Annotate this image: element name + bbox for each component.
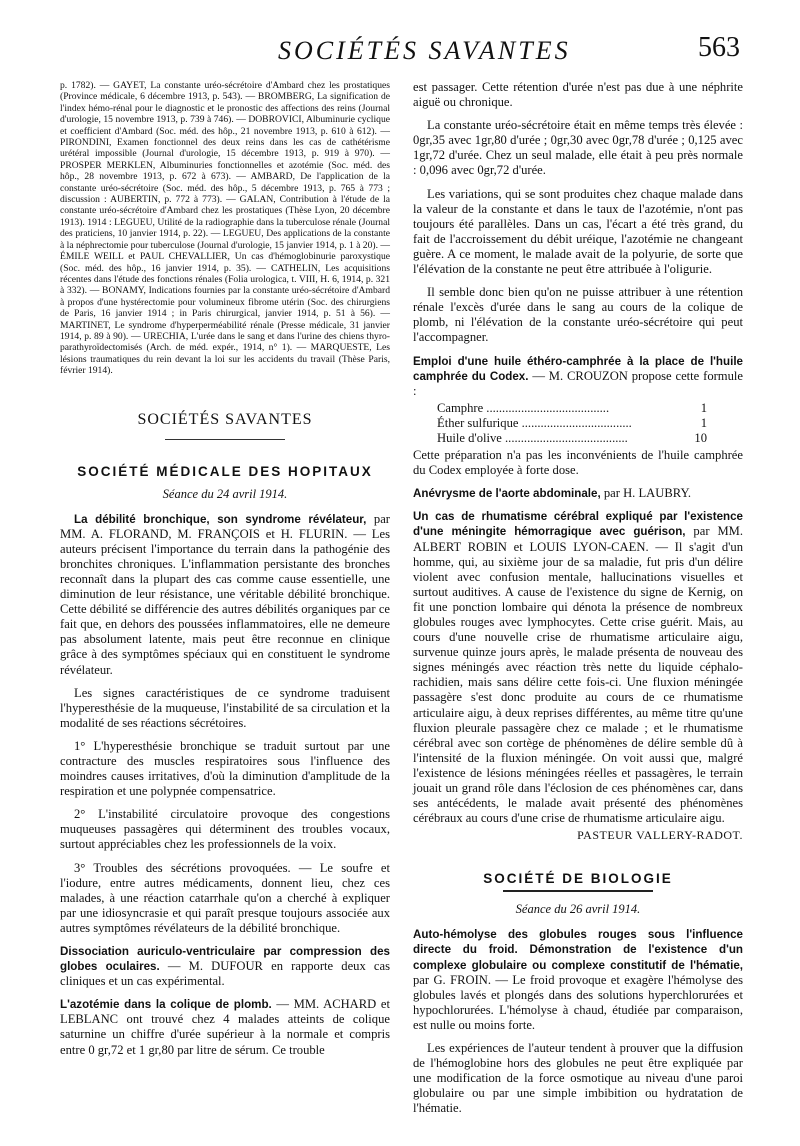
seance-date: Séance du 26 avril 1914. [515, 902, 641, 917]
formula-ingredient: Éther sulfurique ................................... [437, 415, 632, 430]
article-body: — M. CROUZON propose cette formule : [413, 368, 743, 398]
bibliography-references: p. 1782). — GAYET, La constante uréo-sécrétoire d'Ambard chez les prostatiques (Province médicale, 6 décembre 1913, p. 543). — BROMBERG, La signification de l'index hémo-rénal pour le diagnostic et le pronostic des affections des reins (Journal d'urologie, 15 novembre 1913, p. 739 à 746). — DOBROVICI, Albuminurie cyclique et coefficient d'Ambard (Soc. méd. des hôp., 21 novembre 1913, p. 610 à 612). — PIRONDINI, Examen fonctionnel des deux reins dans les cas de cathétérisme urétéral impossible (Journal d'urologie, 15 décembre 1913, p. 919 à 970). — PROSPER MERKLEN, Albuminuries fonctionnelles et azotémie (Soc. méd. des hôp., 28 novembre 1913, p. 672 à 673). — AMBARD, De l'application de la constante uréo-sécrétoire (Soc. méd. des hôp., 5 décembre 1913, p. 765 à 773 ; discussion : AUBERTIN, p. 772 à 773). — GALAN, Contribution à l'étude de la constante uréo-sécrétoire d'Ambard chez les prostatiques (Thèse Lyon, 20 décembre 1913). 1914 : LEGUEU, Utilité de la radiographie dans la tuberculose rénale (Journal des praticiens, 10 janvier 1914, p. 22). — LEGUEU, Des applications de la constante à la néphrectomie pour tuberculose (Journal d'urologie, 15 janvier 1914, p. 1 à 20). — ÉMILE WEILL et PAUL CHEVALLIER, Un cas d'hémoglobinurie paroxystique (Soc. méd. des hôp., 16 janvier 1914, p. 35). — CATHELIN, Les acquisitions récentes dans l'étude des fonctions rénales (Folia urologica, t. VIII, H. 6, 1914, p. 321 à 332). — BONAMY, Indications fournies par la constante uréo-sécrétoire d'Ambard à propos d'une hystérectomie pour volumineux fibrome utérin (Soc. des chirurgiens de Paris, 16 janvier 1914 ; in Paris chirurgical, janvier 1914, p. 51 à 56). — MARTINET, Le syndrome d'hyperperméabilité rénale (Presse médicale, 31 janvier 1914, p. 89 à 90). — URECHIA, L'urée dans le sang et dans l'urine des chiens thyro-parathyroïdectomisés (Arch. de méd. expér., 1914, n° 1). — MARQUESTE, Les lésions traumatiques du rein devant la loi sur les accidents du travail (Thèse Paris, février 1914). [60, 80, 390, 377]
article-title: Un cas de rhumatisme cérébral expliqué par l'existence d'une méningite hémorragique avec guérison, [413, 510, 743, 539]
article-title: Dissociation auriculo-ventriculaire par compression des globes oculaires. [60, 945, 390, 974]
article-debilite-bronchique [60, 512, 390, 678]
article-body: par H. LAUBRY. [600, 486, 692, 501]
article-body: par MM. ALBERT ROBIN et LOUIS LYON-CAEN. — Il s'agit d'un homme, qui, au sixième jour de sa maladie, fut pris d'un délire violent avec confusion mentale, hallucinations visuelles et surtout auditives. A cause de l'existence du signe de Kernig, on fit une ponction lombaire qui dénota la présence de nombreux globules rouges avec lymphocytes. Cette crise guérit. Mais, au cours d'une nouvelle crise de rhumatisme articulaire aigu, survenue quinze jours après, le malade présenta de nouveau des signes méningés avec réaction très nette du liquide céphalo-rachidien, mais sans délire cette fois-ci. Une fluxion méningée passagère s'est donc produite au cours de ce rhumatisme articulaire aigu, à deux reprises différentes, au même titre qu'une fluxion pleurale passagère chez ce malade ; et le rhumatisme cérébral avec son cortège de phénomènes de délire semble dû à l'intensité de la fluxion méningée. On voit aussi que, malgré l'existence de lésions méningées réelles et passagères, le terrain jouait un grand rôle dans l'éclosion de ces phénomènes car, dans ses antécédents, le malade avait présenté des phénomènes cérébraux au cours d'une crise de rhumatisme articulaire aigu. [413, 524, 743, 826]
paragraph: La constante uréo-sécrétoire était en même temps très élevée : 0gr,35 avec 1gr,80 d'urée ; 0gr,30 avec 0gr,78 d'urée ; 0,125 avec 1gr,72 d'urée. Chez un seul malade, elle était à peu près normale : 0,096 avec 0gr,72 d'urée. [413, 118, 743, 178]
article-body: — M. DUFOUR en rapporte deux cas cliniques et un cas expérimental. [60, 959, 390, 989]
running-head: SOCIÉTÉS SAVANTES [278, 36, 571, 65]
formula-row [437, 416, 707, 431]
article-title: Anévrysme de l'aorte abdominale, [413, 487, 601, 501]
seance-date: Séance du 24 avril 1914. [162, 486, 288, 501]
paragraph: Cette préparation n'a pas les inconvénients de l'huile camphrée du Codex employée à forte dose. [413, 448, 743, 478]
article-rhumatisme-cerebral [413, 509, 743, 826]
page-header [60, 30, 740, 70]
article-body: par G. FROIN. — Le froid provoque et exagère l'hémolyse des globules lavés et plongés dans des solutions hyperchlorurées et hypochlorurées. L'hémolyse à chaud, étudiée par comparaison, est nulle ou moins forte. [413, 972, 743, 1032]
formula-ingredient: Camphre ....................................... [437, 400, 610, 415]
article-title: Auto-hémolyse des globules rouges sous l'influence directe du froid. Démonstration de l'existence d'un complexe globulaire ou complexe constitutif de l'hématie, [413, 928, 743, 972]
article-dissociation [60, 944, 390, 989]
formula-ingredient: Huile d'olive ....................................... [437, 430, 628, 445]
paragraph: Les signes caractéristiques de ce syndrome traduisent l'hyperesthésie de la muqueuse, l'instabilité de sa circulation et la modalité de ses réactions sécrétoires. [60, 685, 390, 730]
article-azotemie [60, 997, 390, 1057]
formula-row [437, 431, 707, 446]
formula-table [437, 401, 743, 446]
formula-quantity: 1 [700, 415, 707, 430]
article-body: par MM. A. FLORAND, M. FRANÇOIS et H. FLURIN. — Les auteurs précisent l'importance du terrain dans la pathogénie des bronchites chroniques. L'inflammation persistante des bronches reconnaît dans la plupart des cas comme cause essentielle, une diminution de leur résistance, une véritable débilité bronchique. Cette débilité se différencie des autres débilités organiques par ce fait que, en dehors des poussées inflammatoires, elle ne demeure pas absolument latente, mais peut être reconnue en clinique grâce à des symptômes spéciaux qui en constituent le syndrome révélateur. [60, 511, 390, 677]
paragraph: Les expériences de l'auteur tendent à prouver que la diffusion de l'hémoglobine hors des globules ne peut être expliquée par une modification de la force osmotique au niveau d'une paroi globulaire ou par une simple imbibition ou hydratation de l'hématie. [413, 1040, 743, 1116]
formula-quantity: 1 [700, 400, 707, 415]
paragraph: Il semble donc bien qu'on ne puisse attribuer à une rétention rénale l'excès d'urée dans le sang au cours de la colique de plomb, ni l'élévation de la constante uréo-sécrétoire qui peut l'accompagner. [413, 285, 743, 345]
section-divider [165, 439, 285, 440]
author-signature: PASTEUR VALLERY-RADOT. [577, 828, 743, 843]
paragraph: Les variations, qui se sont produites chez chaque malade dans la valeur de la constante et dans le taux de l'azotémie, n'ont pas toujours été parallèles. Dans un cas, l'écart a été très grand, du fait de l'accroissement du débit uréique, l'azotémie ne changeant guère. A ce moment, le malade avait de la polyurie, de sorte que l'élévation de la constante ne peut être attribuée à l'oligurie. [413, 186, 743, 277]
paragraph: 3° Troubles des sécrétions provoquées. — Le soufre et l'iodure, entre autres médicaments, donnent lieu, chez ces malades, à une réaction catarrhale qu'on a cherché à expliquer par une idiosyncrasie et qui paraît presque toujours associée aux autres symptômes révélateurs de la débilité bronchique. [60, 860, 390, 935]
society-underline [503, 890, 653, 892]
article-title: Emploi d'une huile éthéro-camphrée à la place de l'huile camphrée du Codex. [413, 354, 743, 383]
article-auto-hemolyse [413, 927, 743, 1033]
article-title: La débilité bronchique, son syndrome révélateur, [74, 512, 367, 526]
paragraph: est passager. Cette rétention d'urée n'est pas due à une néphrite aiguë ou chronique. [413, 80, 743, 110]
article-huile-camphree [413, 354, 743, 399]
paragraph: 1° L'hyperesthésie bronchique se traduit surtout par une contracture des muscles respiratoires sous l'influence des moindres causes irritatives, d'où la diminution d'amplitude de la respiration et une polypnée compensatrice. [60, 738, 390, 799]
society-heading-biologie: SOCIÉTÉ DE BIOLOGIE [483, 871, 673, 887]
right-column [413, 80, 743, 1124]
page-number: 563 [698, 32, 740, 63]
society-heading-hopitaux: SOCIÉTÉ MÉDICALE DES HOPITAUX [77, 463, 373, 479]
article-title: L'azotémie dans la colique de plomb. [60, 998, 272, 1012]
left-column [60, 80, 390, 1066]
formula-row [437, 401, 707, 416]
formula-quantity: 10 [694, 430, 707, 445]
article-anevrysme [413, 486, 743, 501]
section-title: SOCIÉTÉS SAVANTES [137, 410, 313, 428]
paragraph: 2° L'instabilité circulatoire provoque des congestions muqueuses passagères qui déterminent des troubles vocaux, surtout appréciables chez les professionnels de la voix. [60, 807, 390, 852]
article-body: — MM. ACHARD et LEBLANC ont trouvé chez 4 malades atteints de colique saturnine un chiffre d'urée supérieur à la normale et compris entre 0 gr,72 et 1 gr,80 par litre de sérum. Ce trouble [60, 997, 390, 1057]
